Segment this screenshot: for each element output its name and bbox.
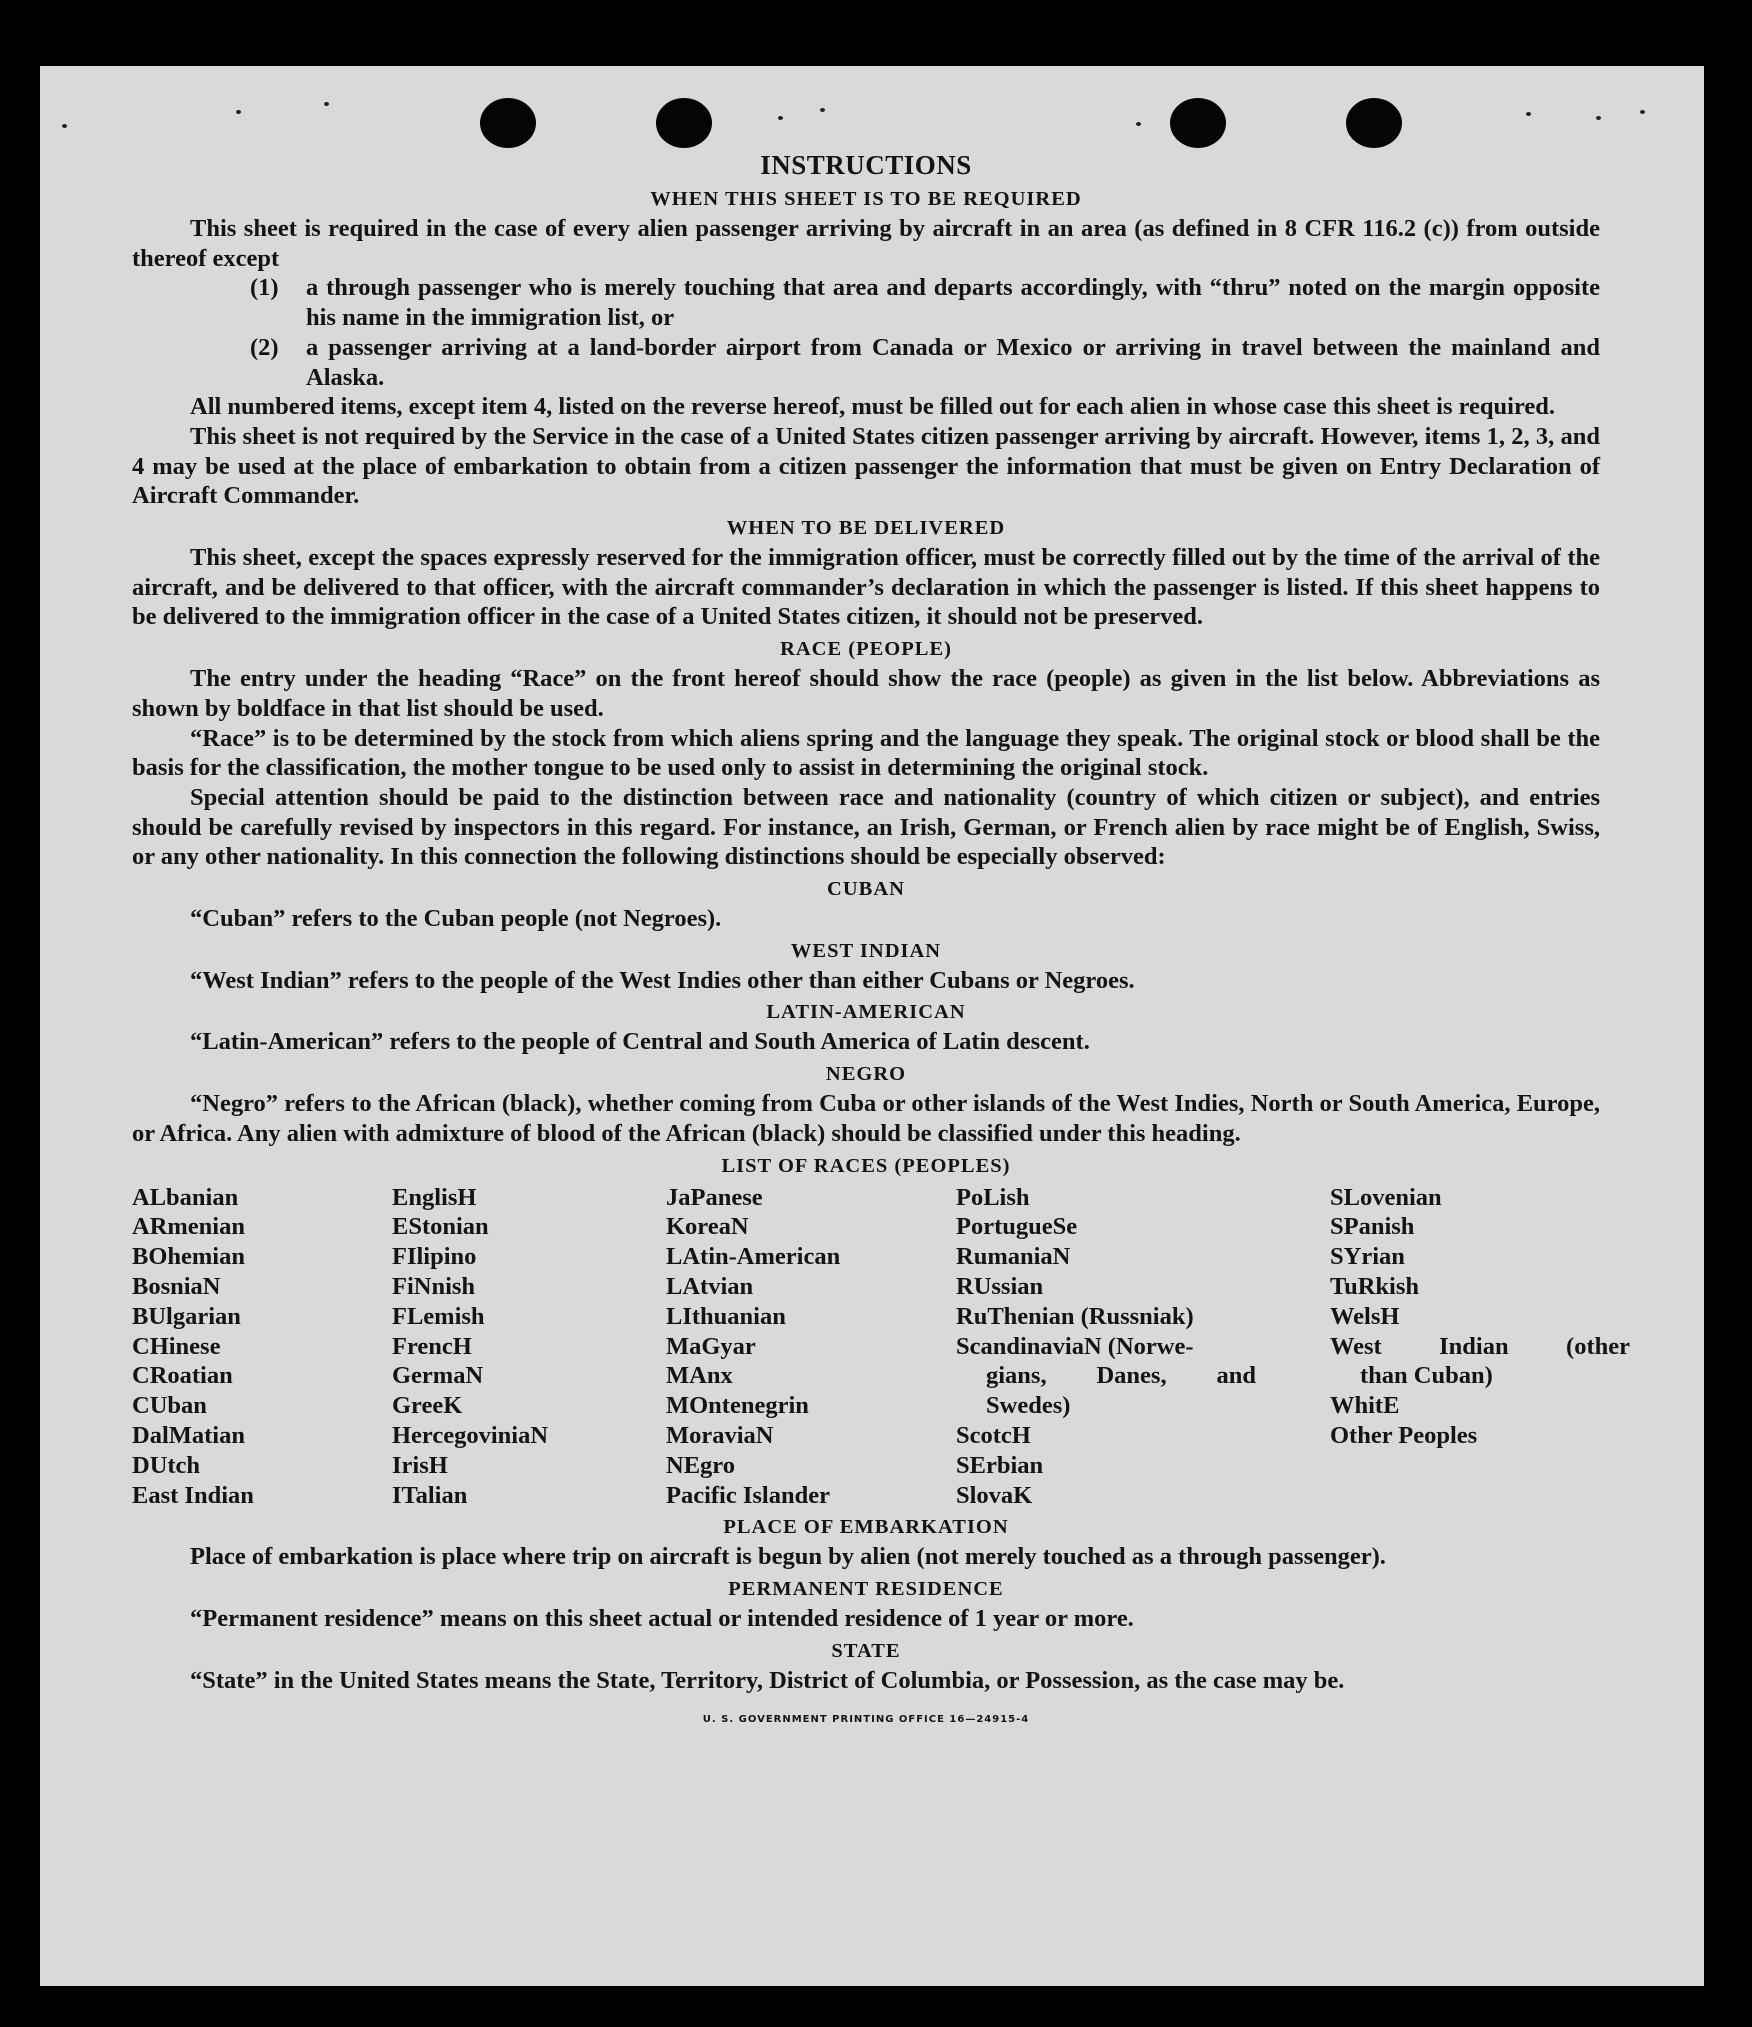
page-title: INSTRUCTIONS <box>760 150 972 180</box>
paper-speck <box>1136 122 1141 126</box>
paragraph: Special attention should be paid to the distinction between race and nationality (country of which citizen or subject), and entries should be carefully revised by inspectors in this regard. For instance, an Irish, German, or French alien by race might be of English, Swiss, or any other nationality. In this connection the following distinctions should be especially observed: <box>132 783 1600 871</box>
item-text: a passenger arriving at a land-border airport from Canada or Mexico or arriving in travel between the mainland and Alaska. <box>306 333 1600 391</box>
race-entry: SErbian <box>956 1451 1044 1479</box>
section-heading-list-of-races: LIST OF RACES (PEOPLES) <box>721 1154 1011 1177</box>
race-column <box>132 1183 392 1511</box>
race-entry: BOhemian <box>132 1243 245 1271</box>
paragraph: “West Indian” refers to the people of the West Indies other than either Cubans or Negroes. <box>190 966 1135 994</box>
race-entry: East Indian <box>132 1481 254 1509</box>
list-item <box>132 333 1600 392</box>
paper-speck <box>236 110 241 114</box>
document-sheet <box>40 66 1704 1986</box>
race-entry: EnglisH <box>392 1183 477 1211</box>
paragraph: All numbered items, except item 4, listed on the reverse hereof, must be filled out for each alien in whose case this sheet is required. <box>190 393 1556 421</box>
section-heading-state: STATE <box>831 1639 901 1662</box>
paper-speck <box>1596 116 1601 120</box>
paragraph: “Race” is to be determined by the stock from which aliens spring and the language they speak. The original stock or blood shall be the basis for the classification, the mother tongue to be used only to assist in determining the original stock. <box>132 724 1600 782</box>
race-entry: SPanish <box>1330 1213 1415 1241</box>
race-entry: IrisH <box>392 1451 448 1479</box>
race-entry: FLemish <box>392 1302 485 1330</box>
race-entry: West Indian (other <box>1330 1332 1630 1360</box>
race-entry: DalMatian <box>132 1421 245 1449</box>
race-entry: GermaN <box>392 1362 484 1390</box>
race-entry-continued: Swedes) <box>986 1392 1071 1420</box>
punch-hole <box>480 98 536 148</box>
race-entry-continued: gians, Danes, and <box>986 1362 1256 1390</box>
race-entry: Other Peoples <box>1330 1421 1478 1449</box>
race-entry: EStonian <box>392 1213 489 1241</box>
race-column <box>956 1183 1256 1511</box>
paper-speck <box>62 124 67 128</box>
race-entry: ScandinaviaN (Norwe- <box>956 1332 1194 1360</box>
race-entry: RUssian <box>956 1272 1044 1300</box>
section-heading-embarkation: PLACE OF EMBARKATION <box>723 1516 1009 1539</box>
race-entry: WelsH <box>1330 1302 1400 1330</box>
race-entry: MoraviaN <box>666 1421 774 1449</box>
race-entry: Pacific Islander <box>666 1481 830 1509</box>
race-entry: ScotcH <box>956 1421 1031 1449</box>
item-number: (2) <box>250 333 279 361</box>
race-entry: MAnx <box>666 1362 733 1390</box>
paragraph: “Permanent residence” means on this sheet actual or intended residence of 1 year or more. <box>190 1605 1134 1633</box>
paper-speck <box>1526 112 1531 116</box>
paragraph: “Latin-American” refers to the people of Central and South America of Latin descent. <box>190 1028 1090 1056</box>
race-entry: MaGyar <box>666 1332 756 1360</box>
race-entry: PoLish <box>956 1183 1030 1211</box>
race-entry: SlovaK <box>956 1481 1033 1509</box>
paragraph: This sheet is not required by the Service in the case of a United States citizen passenger arriving by aircraft. However, items 1, 2, 3, and 4 may be used at the place of embarkation to obtain from a citizen passenger the information that must be given on Entry Declaration of Aircraft Commander. <box>132 422 1600 510</box>
race-entry: ALbanian <box>132 1183 239 1211</box>
race-entry: FIlipino <box>392 1243 477 1271</box>
race-entry: JaPanese <box>666 1183 763 1211</box>
race-entry: SLovenian <box>1330 1183 1442 1211</box>
race-entry: FiNnish <box>392 1272 476 1300</box>
race-entry: LAtin-American <box>666 1243 841 1271</box>
paragraph: “State” in the United States means the State, Territory, District of Columbia, or Possession, as the case may be. <box>190 1666 1345 1694</box>
paragraph: The entry under the heading “Race” on the front hereof should show the race (people) as given in the list below. Abbreviations as shown by boldface in that list should be used. <box>132 665 1600 722</box>
race-column <box>666 1183 956 1511</box>
paragraph: This sheet is required in the case of every alien passenger arriving by aircraft in an area (as defined in 8 CFR 116.2 (c)) from outside thereof except <box>132 215 1600 272</box>
race-entry: LIthuanian <box>666 1302 786 1330</box>
item-number: (1) <box>250 274 279 302</box>
section-heading-cuban: CUBAN <box>827 878 905 901</box>
race-column <box>392 1183 666 1511</box>
race-entry: SYrian <box>1330 1243 1405 1271</box>
section-heading-when-required: WHEN THIS SHEET IS TO BE REQUIRED <box>650 188 1082 210</box>
section-heading-when-delivered: WHEN TO BE DELIVERED <box>726 517 1006 540</box>
race-entry: KoreaN <box>666 1213 749 1241</box>
document-body <box>132 148 1630 1735</box>
punch-hole <box>1170 98 1226 148</box>
race-entry: TuRkish <box>1330 1272 1420 1300</box>
punch-hole <box>1346 98 1402 148</box>
paragraph: “Negro” refers to the African (black), whether coming from Cuba or other islands of the West Indies, North or South America, Europe, or Africa. Any alien with admixture of blood of the African (black) should be classified under this heading. <box>132 1090 1600 1147</box>
race-entry: CUban <box>132 1392 207 1420</box>
section-heading-negro: NEGRO <box>825 1063 907 1086</box>
race-column <box>1330 1183 1630 1511</box>
section-heading-west-indian: WEST INDIAN <box>790 939 942 962</box>
race-entry: HercegoviniaN <box>392 1421 549 1449</box>
paper-speck <box>1640 110 1645 114</box>
printer-footer: U. S. GOVERNMENT PRINTING OFFICE 16—24915-4 <box>702 1714 1030 1726</box>
race-list <box>132 1183 1630 1511</box>
section-heading-latin-american: LATIN-AMERICAN <box>766 1001 966 1024</box>
race-entry: WhitE <box>1330 1392 1400 1420</box>
race-entry: CRoatian <box>132 1362 233 1390</box>
race-entry: NEgro <box>666 1451 735 1479</box>
paper-speck <box>778 116 783 120</box>
race-entry: CHinese <box>132 1332 221 1360</box>
paragraph: Place of embarkation is place where trip on aircraft is begun by alien (not merely touched as a through passenger). <box>190 1543 1386 1571</box>
race-entry-continued: than Cuban) <box>1360 1362 1493 1390</box>
section-heading-permanent-residence: PERMANENT RESIDENCE <box>728 1578 1004 1601</box>
paper-speck <box>820 108 825 112</box>
section-heading-race: RACE (PEOPLE) <box>780 638 952 661</box>
race-entry: ITalian <box>392 1481 468 1509</box>
race-entry: RumaniaN <box>956 1243 1071 1271</box>
race-entry: FrencH <box>392 1332 472 1360</box>
list-item <box>132 273 1600 332</box>
paragraph: “Cuban” refers to the Cuban people (not Negroes). <box>190 905 722 933</box>
race-entry: BUlgarian <box>132 1302 241 1330</box>
paragraph: This sheet, except the spaces expressly reserved for the immigration officer, must be correctly filled out by the time of the arrival of the aircraft, and be delivered to that officer, with the aircraft commander’s declaration in which the passenger is listed. If this sheet happens to be delivered to the immigration officer in the case of a United States citizen, it should not be preserved. <box>132 544 1600 631</box>
race-entry: DUtch <box>132 1451 201 1479</box>
punch-hole <box>656 98 712 148</box>
race-entry: PortugueSe <box>956 1213 1078 1241</box>
race-entry: BosniaN <box>132 1272 221 1300</box>
paper-speck <box>324 102 329 106</box>
race-entry: ARmenian <box>132 1213 245 1241</box>
race-entry: MOntenegrin <box>666 1392 809 1420</box>
race-entry: RuThenian (Russniak) <box>956 1302 1194 1330</box>
race-entry: GreeK <box>392 1392 463 1420</box>
race-entry: LAtvian <box>666 1272 754 1300</box>
item-text: a through passenger who is merely touching that area and departs accordingly, with “thru” noted on the margin opposite his name in the immigration list, or <box>306 274 1600 332</box>
